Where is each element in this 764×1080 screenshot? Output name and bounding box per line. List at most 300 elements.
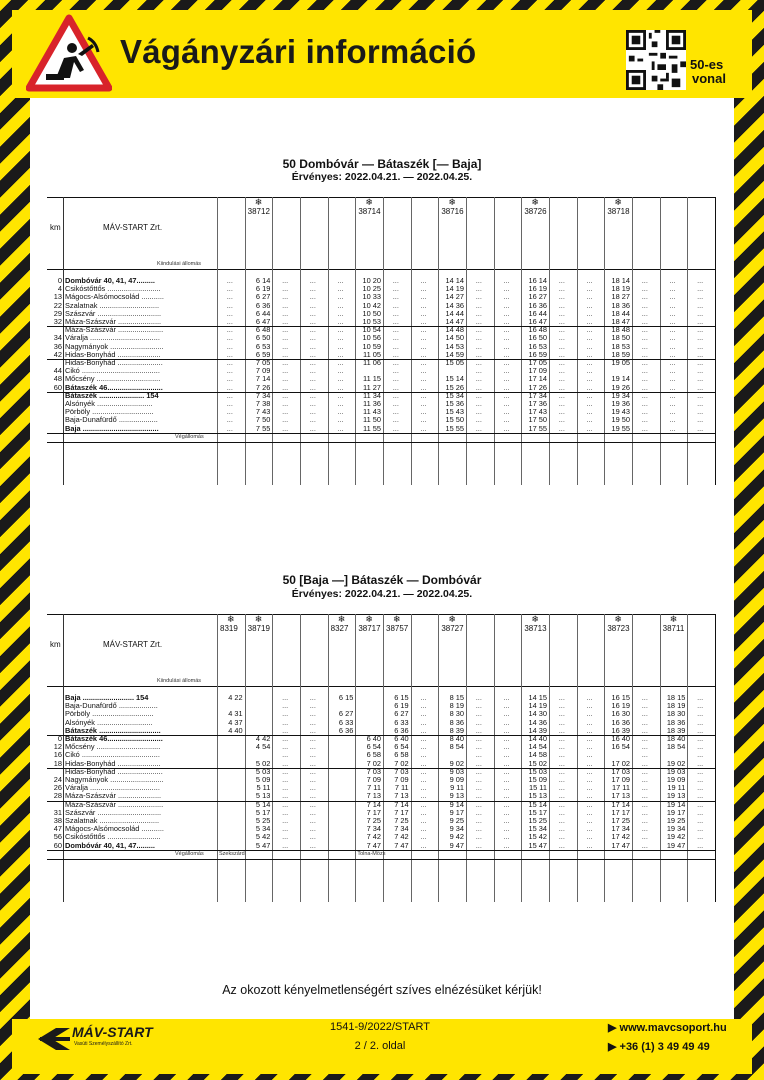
timetable-1 — [47, 197, 715, 487]
time-cell: 6 44 — [255, 308, 271, 318]
time-cell: ... — [309, 775, 316, 784]
time-cell: 15 36 — [445, 399, 464, 408]
time-cell: 4 40 — [228, 725, 243, 735]
train-number: 38727 — [441, 624, 464, 633]
time-cell: ... — [641, 750, 648, 760]
time-cell: ... — [669, 366, 676, 376]
time-cell: ... — [337, 423, 344, 433]
time-cell: 7 03 — [394, 766, 409, 776]
time-cell: ... — [586, 799, 593, 809]
time-cell: ... — [503, 758, 510, 768]
time-cell: 14 27 — [445, 292, 464, 302]
time-cell: ... — [558, 742, 565, 752]
time-cell: 6 15 — [394, 693, 409, 702]
time-cell: 16 14 — [528, 276, 547, 285]
time-cell: 8 19 — [449, 701, 464, 711]
time-cell: ... — [558, 374, 565, 384]
time-cell: 7 34 — [255, 390, 271, 400]
time-cell: 6 14 — [255, 276, 271, 285]
time-cell: ... — [586, 816, 593, 825]
time-cell: ... — [392, 349, 399, 359]
time-cell: 14 53 — [445, 341, 464, 351]
time-cell: 7 14 — [255, 374, 271, 384]
time-cell: ... — [282, 816, 289, 825]
station-name: Mőcsény ............................... — [65, 375, 161, 384]
time-cell: ... — [282, 374, 289, 384]
time-cell: 4 42 — [255, 734, 271, 743]
time-cell: 9 14 — [449, 799, 464, 809]
time-cell: ... — [558, 349, 565, 359]
time-cell: 5 14 — [255, 799, 271, 809]
time-cell: ... — [558, 415, 565, 425]
time-cell: ... — [558, 308, 565, 318]
time-cell: ... — [697, 701, 704, 711]
time-cell: 18 47 — [611, 317, 630, 326]
time-cell: 16 19 — [611, 701, 630, 711]
time-cell: 5 13 — [255, 791, 271, 801]
km-value: 26 — [53, 783, 62, 793]
time-cell: ... — [420, 725, 427, 735]
time-cell: ... — [337, 341, 344, 351]
time-cell: 8 39 — [449, 725, 464, 735]
km-value: 12 — [53, 742, 62, 752]
time-cell: ... — [475, 709, 482, 719]
time-cell: ... — [669, 276, 676, 285]
time-cell: ... — [641, 317, 648, 326]
time-cell: 18 15 — [666, 693, 686, 702]
time-cell: ... — [669, 325, 676, 335]
time-cell: ... — [586, 807, 593, 817]
time-cell: ... — [697, 758, 704, 768]
time-cell: ... — [337, 399, 344, 408]
time-cell: 10 59 — [362, 341, 381, 351]
time-cell: ... — [226, 300, 233, 310]
time-cell: 16 48 — [528, 325, 547, 335]
time-cell: ... — [420, 816, 427, 825]
station-name: Hidas-Bonyhád ...................... — [65, 767, 163, 776]
website-text[interactable]: www.mavcsoport.hu — [619, 1022, 727, 1034]
station-group-divider — [47, 326, 715, 327]
qr-code-icon[interactable] — [626, 30, 686, 90]
time-cell: ... — [420, 358, 427, 367]
time-cell: ... — [558, 758, 565, 768]
time-cell: ... — [503, 407, 510, 417]
time-cell: ... — [558, 407, 565, 417]
time-cell: ... — [226, 423, 233, 433]
time-cell: ... — [420, 832, 427, 842]
time-cell: ... — [503, 333, 510, 343]
time-cell: ... — [392, 317, 399, 326]
time-cell: ... — [309, 415, 316, 425]
time-cell: ... — [697, 423, 704, 433]
time-cell: ... — [392, 333, 399, 343]
time-cell: ... — [697, 349, 704, 359]
time-cell: ... — [669, 358, 676, 367]
station-name: Hidas-Bonyhád ...................... — [65, 359, 163, 367]
time-cell: ... — [697, 284, 704, 294]
time-cell: 15 13 — [528, 791, 547, 801]
time-cell: ... — [337, 276, 344, 285]
time-cell: ... — [669, 374, 676, 384]
time-cell: ... — [641, 799, 648, 809]
time-cell: ... — [641, 300, 648, 310]
time-cell: ... — [420, 807, 427, 817]
time-cell: ... — [641, 832, 648, 842]
snowflake-icon: ❄ — [254, 197, 263, 207]
time-cell: ... — [669, 308, 676, 318]
time-cell: ... — [309, 358, 316, 367]
time-cell: ... — [697, 308, 704, 318]
time-cell: ... — [309, 709, 316, 719]
time-cell: 6 48 — [255, 325, 271, 335]
time-cell: ... — [475, 374, 482, 384]
time-cell: ... — [282, 832, 289, 842]
time-cell: ... — [586, 742, 593, 752]
time-cell: ... — [282, 292, 289, 302]
station-name: Cikó ...................................... — [65, 367, 160, 376]
time-cell: 7 42 — [394, 832, 409, 842]
time-cell: ... — [309, 374, 316, 384]
time-cell: ... — [586, 366, 593, 376]
train-header — [245, 197, 273, 217]
time-cell: ... — [226, 308, 233, 318]
station-group-divider — [47, 392, 715, 393]
time-cell: ... — [337, 292, 344, 302]
time-cell: ... — [282, 799, 289, 809]
time-cell: 16 53 — [528, 341, 547, 351]
time-cell: ... — [586, 358, 593, 367]
time-cell: ... — [669, 399, 676, 408]
time-cell: ... — [697, 693, 704, 702]
time-cell: ... — [282, 333, 289, 343]
station-name: Nagymányok .......................... — [65, 776, 164, 784]
time-cell: 18 19 — [611, 284, 630, 294]
time-cell: 16 39 — [611, 725, 630, 735]
time-cell: ... — [669, 333, 676, 343]
time-cell: ... — [586, 750, 593, 760]
time-cell: 15 09 — [528, 775, 547, 784]
time-cell: ... — [669, 407, 676, 417]
time-cell: ... — [309, 300, 316, 310]
time-cell: ... — [586, 399, 593, 408]
time-cell: ... — [697, 734, 704, 743]
time-cell: 11 15 — [363, 374, 381, 384]
time-cell: ... — [282, 300, 289, 310]
time-cell: 6 27 — [255, 292, 271, 302]
station-name: Mágocs-Alsómocsolád ........... — [65, 293, 164, 302]
time-cell: 6 33 — [394, 717, 409, 727]
operator-header: MÁV-START Zrt. — [103, 640, 163, 649]
time-cell: ... — [282, 742, 289, 752]
time-cell: ... — [475, 308, 482, 318]
time-cell: ... — [337, 407, 344, 417]
time-cell: 14 15 — [528, 693, 547, 702]
arrow-right-icon: ▶ — [608, 1022, 620, 1034]
time-cell: ... — [337, 349, 344, 359]
time-cell: ... — [586, 717, 593, 727]
time-cell: ... — [697, 709, 704, 719]
time-cell: ... — [558, 791, 565, 801]
time-cell: ... — [669, 423, 676, 433]
time-cell: ... — [641, 341, 648, 351]
time-cell: ... — [475, 791, 482, 801]
time-cell: 7 34 — [366, 824, 381, 834]
snowflake-icon: ❄ — [614, 197, 622, 207]
snowflake-icon: ❄ — [448, 197, 456, 207]
time-cell: 5 09 — [255, 775, 271, 784]
time-cell: 10 25 — [362, 284, 381, 294]
time-cell: ... — [475, 758, 482, 768]
time-cell: 11 34 — [363, 390, 381, 400]
time-cell: ... — [337, 325, 344, 335]
station-name: Csikóstőttős .......................... — [65, 285, 161, 294]
time-cell: 17 43 — [528, 407, 547, 417]
line-badge-number: 50-es — [690, 57, 724, 72]
time-cell: ... — [226, 292, 233, 302]
time-cell: ... — [475, 333, 482, 343]
time-cell: 15 34 — [445, 390, 464, 400]
time-cell: ... — [641, 423, 648, 433]
time-cell: 7 03 — [366, 766, 381, 776]
time-cell: ... — [586, 758, 593, 768]
time-cell: ... — [309, 399, 316, 408]
station-name: Szalatnak ............................. — [65, 301, 160, 310]
time-cell: ... — [420, 758, 427, 768]
time-cell: ... — [475, 807, 482, 817]
time-cell: ... — [503, 693, 510, 702]
time-cell: ... — [420, 840, 427, 850]
timetable-row — [47, 743, 715, 751]
time-cell: ... — [697, 807, 704, 817]
time-cell: 6 36 — [338, 725, 354, 735]
time-cell: 5 11 — [256, 783, 271, 793]
time-cell: 14 39 — [528, 725, 547, 735]
time-cell: ... — [226, 415, 233, 425]
time-cell: 6 27 — [338, 709, 354, 719]
time-cell: 7 02 — [366, 758, 381, 768]
apology-note: Az okozott kényelmetlenségért szíves elnézésüket kérjük! — [222, 983, 542, 997]
time-cell: 6 54 — [394, 742, 409, 752]
time-cell: ... — [475, 423, 482, 433]
station-name: Baja-Dunafürdő ................... — [65, 416, 158, 425]
time-cell: ... — [420, 333, 427, 343]
time-cell: ... — [697, 766, 704, 776]
time-cell: ... — [282, 308, 289, 318]
time-cell: ... — [586, 317, 593, 326]
time-cell: ... — [309, 325, 316, 335]
time-cell: 19 43 — [611, 407, 630, 417]
time-cell: ... — [282, 407, 289, 417]
snowflake-icon: ❄ — [254, 614, 263, 624]
time-cell: ... — [558, 701, 565, 711]
time-cell: 6 40 — [366, 734, 381, 743]
time-cell: ... — [586, 276, 593, 285]
section1-title: 50 Dombóvár — Bátaszék [— Baja] — [282, 157, 482, 171]
train-number: 38713 — [524, 624, 547, 633]
time-cell: ... — [503, 816, 510, 825]
time-cell: ... — [586, 308, 593, 318]
time-cell: 19 47 — [666, 840, 686, 850]
time-cell: ... — [697, 840, 704, 850]
time-cell: ... — [309, 750, 316, 760]
time-cell: ... — [420, 407, 427, 417]
website-link[interactable] — [608, 1021, 727, 1034]
snowflake-icon: ❄ — [365, 197, 373, 207]
station-name: Mágocs-Alsómocsolád ........... — [65, 825, 164, 834]
time-cell: ... — [503, 399, 510, 408]
time-cell: ... — [392, 308, 399, 318]
end-note: Tolna-Mözs — [357, 850, 386, 857]
time-cell: ... — [586, 709, 593, 719]
station-name: Szászvár ............................... — [65, 808, 162, 817]
time-cell: 6 36 — [394, 725, 409, 735]
time-cell: 14 50 — [445, 333, 464, 343]
time-cell: 17 26 — [528, 382, 547, 392]
time-cell: 4 37 — [228, 717, 243, 727]
time-cell: ... — [558, 750, 565, 760]
page-title: Vágányzári információ — [120, 33, 477, 70]
time-cell: ... — [503, 824, 510, 834]
time-cell: ... — [697, 717, 704, 727]
time-cell: ... — [475, 415, 482, 425]
km-value: 42 — [53, 349, 62, 359]
time-cell: 15 05 — [445, 358, 464, 367]
time-cell: 19 14 — [611, 374, 630, 384]
time-cell: ... — [641, 390, 648, 400]
time-cell: ... — [309, 333, 316, 343]
time-cell: 18 30 — [666, 709, 686, 719]
section2-title: 50 [Baja —] Bátaszék — Dombóvár — [282, 573, 482, 587]
time-cell: ... — [641, 816, 648, 825]
time-cell: 11 27 — [363, 382, 381, 392]
time-cell: ... — [641, 407, 648, 417]
time-cell: 16 44 — [528, 308, 547, 318]
train-number: 8327 — [330, 624, 349, 633]
train-header — [355, 197, 383, 217]
time-cell: ... — [558, 766, 565, 776]
time-cell: ... — [503, 791, 510, 801]
time-cell: ... — [503, 423, 510, 433]
time-cell: 18 19 — [666, 701, 686, 711]
time-cell: ... — [503, 415, 510, 425]
time-cell: ... — [503, 300, 510, 310]
time-cell: 18 36 — [666, 717, 686, 727]
time-cell: ... — [641, 783, 648, 793]
time-cell: ... — [282, 758, 289, 768]
time-cell: 17 50 — [528, 415, 547, 425]
station-name: Alsónyék ........................... — [65, 718, 153, 727]
time-cell: 9 03 — [449, 766, 464, 776]
time-cell: ... — [503, 701, 510, 711]
time-cell: 6 47 — [255, 317, 271, 326]
time-cell: 6 53 — [255, 341, 271, 351]
time-cell: 17 09 — [611, 775, 630, 784]
phone-number[interactable] — [608, 1040, 710, 1053]
time-cell: ... — [475, 284, 482, 294]
time-cell: ... — [309, 317, 316, 326]
time-cell: ... — [586, 284, 593, 294]
time-cell: ... — [669, 317, 676, 326]
timetable-row — [47, 425, 715, 433]
time-cell: 19 17 — [666, 807, 686, 817]
time-cell: ... — [475, 701, 482, 711]
time-cell: 17 09 — [528, 366, 547, 376]
km-value: 4 — [57, 284, 62, 294]
time-cell: 5 42 — [255, 832, 271, 842]
time-cell: 9 02 — [449, 758, 464, 768]
km-value: 0 — [57, 276, 62, 285]
time-cell: ... — [697, 407, 704, 417]
time-cell: ... — [392, 423, 399, 433]
time-cell: ... — [282, 734, 289, 743]
km-value: 0 — [57, 734, 62, 743]
time-cell: ... — [586, 390, 593, 400]
time-cell: 19 36 — [611, 399, 630, 408]
station-name: Bátaszék 46........................... — [65, 383, 163, 392]
page-number: 2 / 2. oldal — [354, 1040, 406, 1052]
time-cell: ... — [475, 292, 482, 302]
time-cell: 17 17 — [611, 807, 630, 817]
train-number: 38719 — [247, 624, 270, 633]
time-cell: 18 40 — [666, 734, 686, 743]
time-cell: ... — [309, 742, 316, 752]
time-cell: ... — [309, 725, 316, 735]
end-station-label: Végállomás — [175, 433, 204, 440]
time-cell: ... — [282, 693, 289, 702]
time-cell: 15 14 — [528, 799, 547, 809]
table-bottom-rule — [47, 442, 715, 443]
time-cell: 17 05 — [528, 358, 547, 367]
time-cell: ... — [226, 374, 233, 384]
time-cell: ... — [226, 333, 233, 343]
time-cell: ... — [641, 717, 648, 727]
station-name: Pörböly .............................. — [65, 710, 154, 719]
time-cell: 5 17 — [255, 807, 271, 817]
time-cell: ... — [420, 382, 427, 392]
time-cell: ... — [697, 816, 704, 825]
time-cell: ... — [282, 366, 289, 376]
phone-text[interactable]: +36 (1) 3 49 49 49 — [619, 1041, 710, 1053]
time-cell: ... — [697, 742, 704, 752]
time-cell: ... — [282, 382, 289, 392]
time-cell: ... — [586, 832, 593, 842]
time-cell: 14 30 — [528, 709, 547, 719]
time-cell: ... — [558, 734, 565, 743]
time-cell: 15 02 — [528, 758, 547, 768]
time-cell: ... — [558, 783, 565, 793]
time-cell: 11 05 — [363, 349, 381, 359]
time-cell: ... — [337, 374, 344, 384]
time-cell: 14 19 — [528, 701, 547, 711]
time-cell: ... — [392, 284, 399, 294]
time-cell: 17 34 — [611, 824, 630, 834]
time-cell: ... — [503, 341, 510, 351]
time-cell: ... — [641, 382, 648, 392]
train-number: 38717 — [358, 624, 381, 633]
time-cell: 6 40 — [394, 734, 409, 743]
time-cell: ... — [669, 284, 676, 294]
time-cell: ... — [309, 349, 316, 359]
time-cell: ... — [558, 423, 565, 433]
time-cell: ... — [641, 292, 648, 302]
time-cell: 7 09 — [394, 775, 409, 784]
time-cell: ... — [392, 390, 399, 400]
time-cell: 7 26 — [255, 382, 271, 392]
time-cell: ... — [503, 358, 510, 367]
time-cell: ... — [282, 783, 289, 793]
time-cell: 10 33 — [362, 292, 381, 302]
km-value: 34 — [53, 333, 62, 343]
